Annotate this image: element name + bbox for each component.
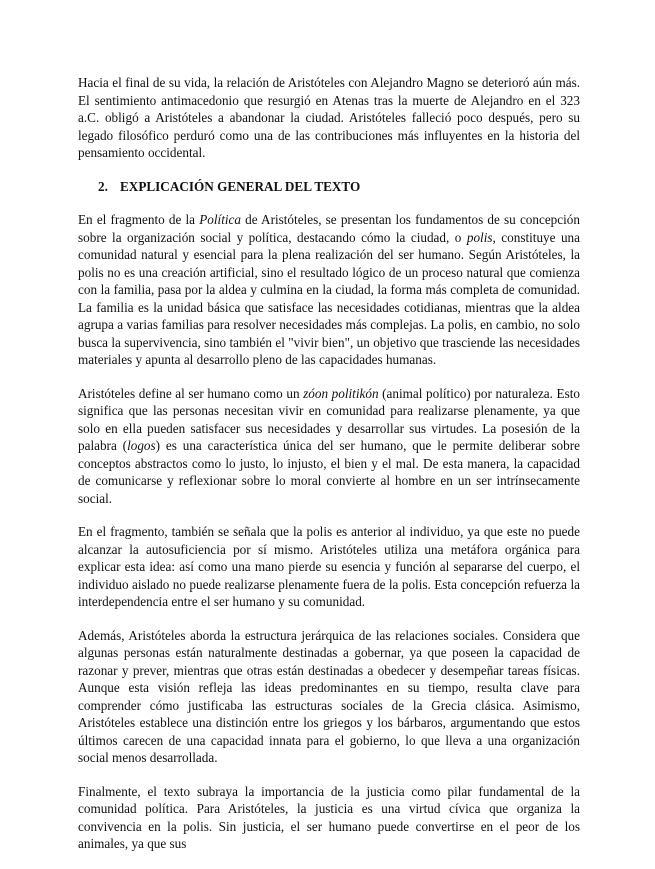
paragraph-intro: Hacia el final de su vida, la relación de Aristóteles con Alejandro Magno se deterioró aún más. El sentimiento antimacedonio que resurgió en Atenas tras la muerte de Alejandro en el 323 a.C. obligó a Aristóteles a abandonar la ciudad. Aristóteles falleció poco después, pero su legado filosófico perduró como una de las contribuciones más influyentes en la historia del pensamiento occidental.: [78, 75, 580, 160]
italic-term: polis: [466, 229, 493, 245]
document-page: [78, 74, 580, 869]
section-heading: [98, 178, 580, 196]
paragraph-jerarquia: Además, Aristóteles aborda la estructura jerárquica de las relaciones sociales. Considera que algunas personas están naturalmente destinadas a gobernar, ya que poseen la capacidad de razonar y prever, mientras que otras están destinadas a obedecer y desempeñar tareas físicas. Aunque esta visión refleja las ideas predominantes en su tiempo, resulta clave para comprender cómo justificaba las estructuras sociales de la Grecia clásica. Asimismo, Aristóteles establece una distinción entre los griegos y los bárbaros, argumentando que estos últimos carecen de una capacidad innata para el gobierno, lo que lleva a una organización social menos desarrollada.: [78, 627, 580, 765]
text-run: ) es una característica única del ser humano, que le permite deliberar sobre conceptos abstractos como lo justo, lo injusto, el bien y el mal. De esta manera, la capacidad de comunicarse y reflexionar sobre lo moral convierte al hombre en un ser intrínsecamente social.: [78, 438, 580, 506]
section-title: EXPLICACIÓN GENERAL DEL TEXTO: [120, 178, 361, 194]
italic-term: logos: [127, 438, 156, 453]
paragraph-zoon-politikon: [78, 385, 580, 508]
text-run: En el fragmento de la: [78, 212, 200, 227]
paragraph-polis-anterior: En el fragmento, también se señala que la polis es anterior al individuo, ya que este no puede alcanzar la autosuficiencia por sí mismo. Aristóteles utiliza una metáfora orgánica para explicar esta idea: así como una mano pierde su esencia y función al separarse del cuerpo, el individuo aislado no puede realizarse plenamente fuera de la polis. Esta concepción refuerza la interdependencia entre el ser humano y su comunidad.: [78, 524, 580, 609]
italic-term: zóon politikón: [303, 385, 379, 401]
text-run: de Aristóteles, se presentan los fundamentos de su concepción sobre la organización social y política, destacando cómo la ciudad, o: [78, 212, 580, 245]
text-run: Aristóteles define al ser humano como un: [78, 385, 304, 401]
section-number: 2.: [98, 178, 108, 194]
text-run: (animal político) por naturaleza. Esto significa que las personas necesitan vivir en comunidad para realizarse plenamente, ya que solo en ella pueden satisfacer sus necesidades y desarrollar sus virtudes. La posesión de la palabra (: [78, 385, 580, 453]
italic-term: Política: [199, 212, 241, 227]
paragraph-politica: [78, 211, 580, 369]
text-run: , constituye una comunidad natural y esencial para la plena realización del ser humano. Según Aristóteles, la polis no es una creación artificial, sino el resultado lógico de un proceso natural que comienza con la familia, pasa por la aldea y culmina en la ciudad, la forma más completa de comunidad. La familia es la unidad básica que satisface las necesidades cotidianas, mientras que la aldea agrupa a varias familias para resolver necesidades más complejas. La polis, en cambio, no solo busca la supervivencia, sino también el "vivir bien", un objetivo que trasciende las necesidades materiales y apunta al desarrollo pleno de las capacidades humanas.: [78, 229, 580, 367]
paragraph-justicia: Finalmente, el texto subraya la importancia de la justicia como pilar fundamental de la comunidad política. Para Aristóteles, la justicia es una virtud cívica que organiza la convivencia en la polis. Sin justicia, el ser humano puede convertirse en el peor de los animales, ya que sus: [78, 783, 580, 851]
